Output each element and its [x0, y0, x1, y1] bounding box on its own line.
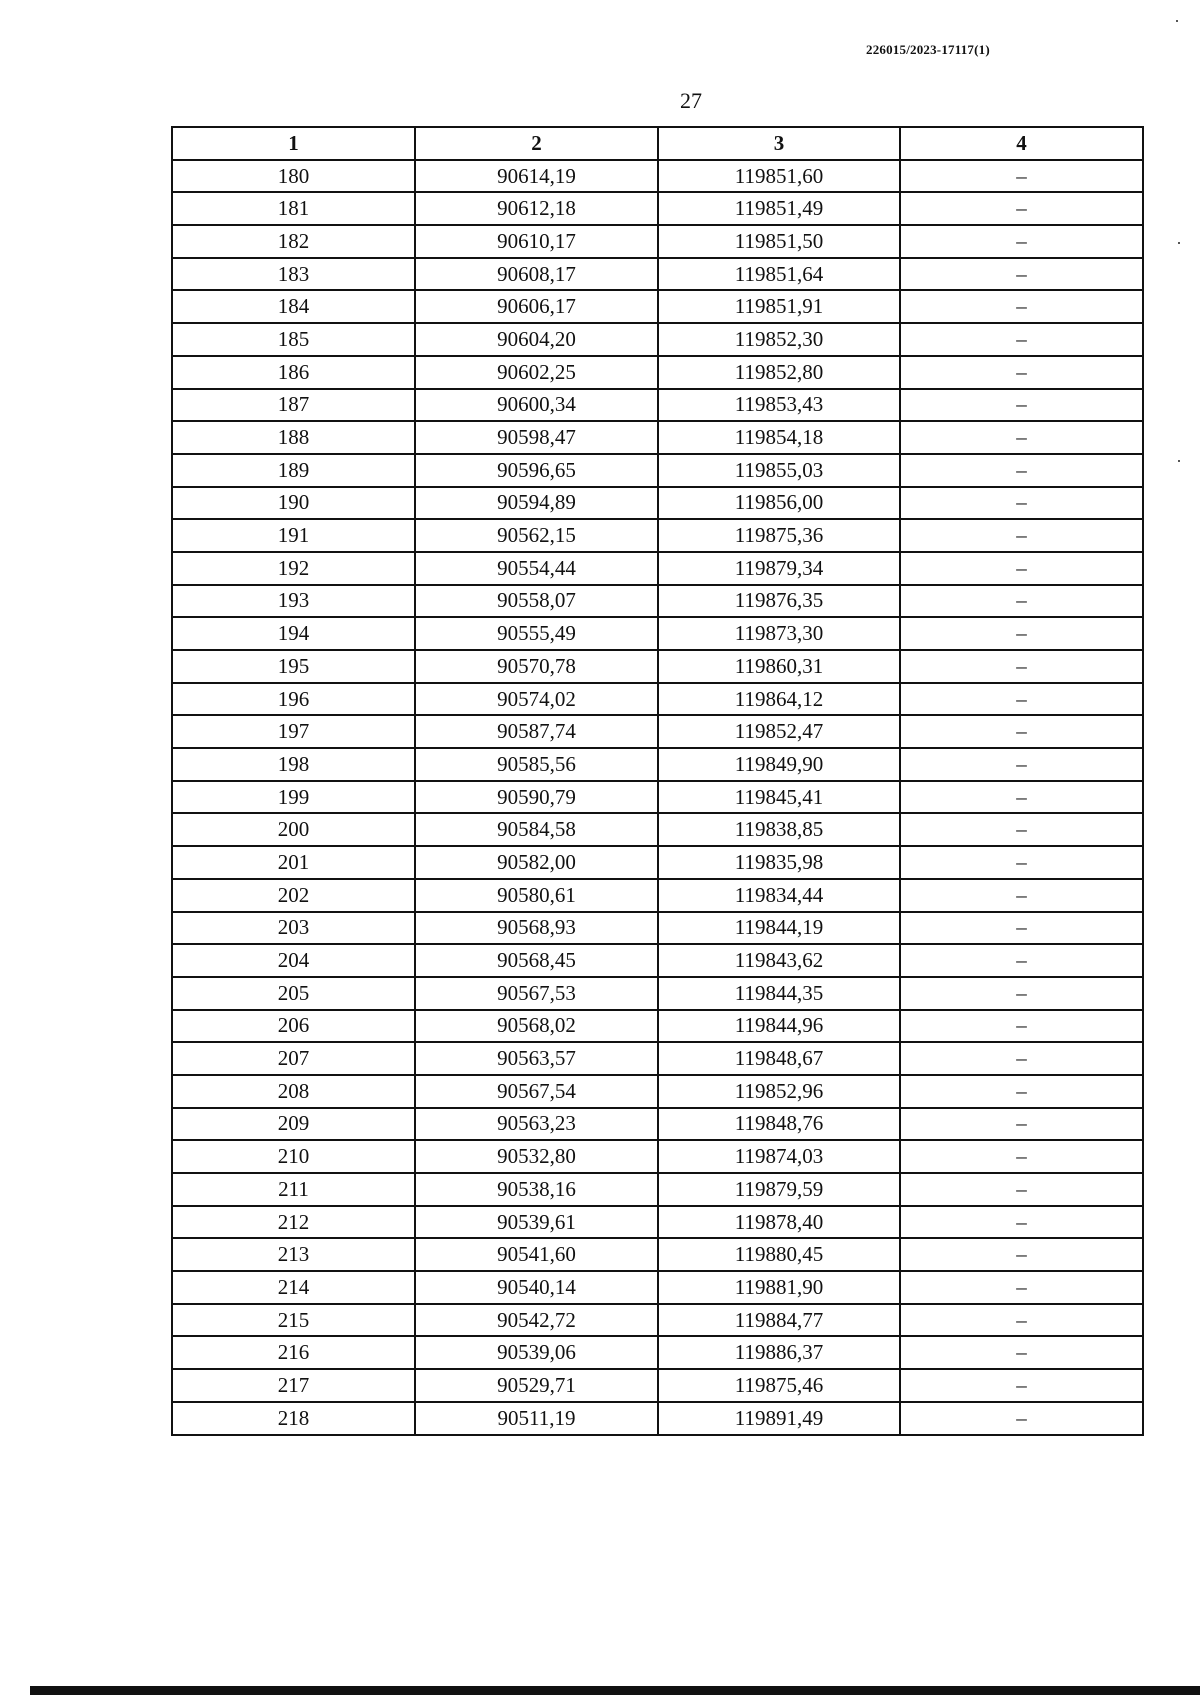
table-cell-col-4: –	[900, 519, 1143, 552]
table-cell-col-1: 182	[172, 225, 415, 258]
table-cell-col-1: 210	[172, 1140, 415, 1173]
table-row	[172, 1173, 1143, 1206]
table-cell-col-1: 193	[172, 585, 415, 618]
column-header-4: 4	[900, 127, 1143, 160]
table-cell-col-1: 203	[172, 912, 415, 945]
table-cell-col-3: 119852,30	[658, 323, 900, 356]
table-cell-col-4: –	[900, 781, 1143, 814]
table-row	[172, 552, 1143, 585]
table-cell-col-2: 90567,53	[415, 977, 658, 1010]
table-cell-col-1: 206	[172, 1010, 415, 1043]
table-cell-col-3: 119852,80	[658, 356, 900, 389]
scan-speck	[1178, 242, 1180, 244]
table-cell-col-3: 119860,31	[658, 650, 900, 683]
table-cell-col-2: 90598,47	[415, 421, 658, 454]
table-cell-col-1: 196	[172, 683, 415, 716]
table-cell-col-2: 90590,79	[415, 781, 658, 814]
table-row	[172, 748, 1143, 781]
table-cell-col-1: 214	[172, 1271, 415, 1304]
table-cell-col-1: 189	[172, 454, 415, 487]
table-cell-col-1: 201	[172, 846, 415, 879]
table-cell-col-1: 192	[172, 552, 415, 585]
table-cell-col-4: –	[900, 846, 1143, 879]
table-cell-col-1: 187	[172, 389, 415, 422]
table-cell-col-4: –	[900, 454, 1143, 487]
table-cell-col-4: –	[900, 1010, 1143, 1043]
table-row	[172, 487, 1143, 520]
table-cell-col-2: 90563,23	[415, 1108, 658, 1141]
table-cell-col-2: 90580,61	[415, 879, 658, 912]
table-cell-col-3: 119835,98	[658, 846, 900, 879]
table-cell-col-2: 90562,15	[415, 519, 658, 552]
table-cell-col-2: 90568,45	[415, 944, 658, 977]
table-row	[172, 585, 1143, 618]
table-cell-col-3: 119886,37	[658, 1336, 900, 1369]
table-cell-col-1: 180	[172, 160, 415, 193]
table-cell-col-3: 119845,41	[658, 781, 900, 814]
table-cell-col-1: 186	[172, 356, 415, 389]
table-cell-col-1: 185	[172, 323, 415, 356]
table-row	[172, 323, 1143, 356]
column-header-1: 1	[172, 127, 415, 160]
table-cell-col-3: 119849,90	[658, 748, 900, 781]
table-cell-col-3: 119880,45	[658, 1238, 900, 1271]
table-row	[172, 1369, 1143, 1402]
table-cell-col-1: 202	[172, 879, 415, 912]
table-cell-col-3: 119848,67	[658, 1042, 900, 1075]
table-cell-col-1: 211	[172, 1173, 415, 1206]
table-cell-col-1: 183	[172, 258, 415, 291]
table-cell-col-3: 119843,62	[658, 944, 900, 977]
table-cell-col-2: 90542,72	[415, 1304, 658, 1337]
table-cell-col-4: –	[900, 1206, 1143, 1239]
table-cell-col-1: 195	[172, 650, 415, 683]
table-cell-col-3: 119854,18	[658, 421, 900, 454]
table-cell-col-3: 119864,12	[658, 683, 900, 716]
table-row	[172, 454, 1143, 487]
table-cell-col-2: 90568,02	[415, 1010, 658, 1043]
table-row	[172, 1140, 1143, 1173]
table-cell-col-2: 90554,44	[415, 552, 658, 585]
table-cell-col-1: 184	[172, 290, 415, 323]
table-cell-col-2: 90532,80	[415, 1140, 658, 1173]
table-row	[172, 1042, 1143, 1075]
table-cell-col-3: 119875,46	[658, 1369, 900, 1402]
table-cell-col-4: –	[900, 323, 1143, 356]
table-cell-col-2: 90606,17	[415, 290, 658, 323]
table-cell-col-1: 191	[172, 519, 415, 552]
table-cell-col-2: 90587,74	[415, 715, 658, 748]
table-cell-col-3: 119838,85	[658, 813, 900, 846]
table-row	[172, 356, 1143, 389]
table-cell-col-4: –	[900, 1075, 1143, 1108]
table-cell-col-4: –	[900, 1271, 1143, 1304]
table-row	[172, 225, 1143, 258]
table-cell-col-4: –	[900, 1108, 1143, 1141]
table-cell-col-4: –	[900, 487, 1143, 520]
table-cell-col-2: 90582,00	[415, 846, 658, 879]
table-cell-col-2: 90596,65	[415, 454, 658, 487]
table-cell-col-1: 216	[172, 1336, 415, 1369]
table-row	[172, 846, 1143, 879]
column-header-3: 3	[658, 127, 900, 160]
table-header-row	[172, 127, 1143, 160]
document-id: 226015/2023-17117(1)	[866, 42, 990, 57]
table-cell-col-4: –	[900, 356, 1143, 389]
table-cell-col-1: 205	[172, 977, 415, 1010]
table-cell-col-1: 208	[172, 1075, 415, 1108]
table-cell-col-3: 119856,00	[658, 487, 900, 520]
table-cell-col-3: 119874,03	[658, 1140, 900, 1173]
table-cell-col-2: 90567,54	[415, 1075, 658, 1108]
table-row	[172, 1206, 1143, 1239]
table-cell-col-1: 207	[172, 1042, 415, 1075]
table-cell-col-4: –	[900, 977, 1143, 1010]
table-cell-col-1: 197	[172, 715, 415, 748]
table-row	[172, 1271, 1143, 1304]
table-row	[172, 1010, 1143, 1043]
table-cell-col-2: 90585,56	[415, 748, 658, 781]
table-cell-col-1: 212	[172, 1206, 415, 1239]
table-cell-col-3: 119851,50	[658, 225, 900, 258]
table-cell-col-4: –	[900, 1042, 1143, 1075]
column-header-2: 2	[415, 127, 658, 160]
coordinates-table	[171, 126, 1144, 1436]
table-cell-col-3: 119884,77	[658, 1304, 900, 1337]
table-row	[172, 192, 1143, 225]
table-cell-col-4: –	[900, 421, 1143, 454]
table-cell-col-3: 119853,43	[658, 389, 900, 422]
table-cell-col-2: 90568,93	[415, 912, 658, 945]
table-cell-col-1: 198	[172, 748, 415, 781]
table-cell-col-2: 90558,07	[415, 585, 658, 618]
table-row	[172, 781, 1143, 814]
table-cell-col-2: 90612,18	[415, 192, 658, 225]
table-cell-col-1: 213	[172, 1238, 415, 1271]
table-cell-col-4: –	[900, 290, 1143, 323]
table-cell-col-4: –	[900, 748, 1143, 781]
table-cell-col-4: –	[900, 552, 1143, 585]
table-row	[172, 160, 1143, 193]
table-cell-col-4: –	[900, 225, 1143, 258]
table-cell-col-2: 90563,57	[415, 1042, 658, 1075]
table-row	[172, 650, 1143, 683]
page-number: 27	[680, 88, 702, 113]
table-cell-col-2: 90584,58	[415, 813, 658, 846]
table-cell-col-3: 119873,30	[658, 617, 900, 650]
table-cell-col-2: 90540,14	[415, 1271, 658, 1304]
table-row	[172, 912, 1143, 945]
table-row	[172, 944, 1143, 977]
table-cell-col-2: 90570,78	[415, 650, 658, 683]
table-cell-col-2: 90539,61	[415, 1206, 658, 1239]
table-cell-col-1: 190	[172, 487, 415, 520]
table-cell-col-3: 119878,40	[658, 1206, 900, 1239]
table-row	[172, 1108, 1143, 1141]
table-cell-col-3: 119851,64	[658, 258, 900, 291]
table-cell-col-4: –	[900, 650, 1143, 683]
table-cell-col-4: –	[900, 1369, 1143, 1402]
table-cell-col-1: 181	[172, 192, 415, 225]
table-cell-col-4: –	[900, 617, 1143, 650]
table-cell-col-3: 119851,60	[658, 160, 900, 193]
table-cell-col-1: 200	[172, 813, 415, 846]
table-cell-col-3: 119875,36	[658, 519, 900, 552]
table-cell-col-1: 194	[172, 617, 415, 650]
table-row	[172, 977, 1143, 1010]
table-row	[172, 1402, 1143, 1435]
table-row	[172, 813, 1143, 846]
table-cell-col-2: 90555,49	[415, 617, 658, 650]
table-cell-col-1: 218	[172, 1402, 415, 1435]
table-cell-col-3: 119852,47	[658, 715, 900, 748]
table-cell-col-2: 90614,19	[415, 160, 658, 193]
table-cell-col-3: 119855,03	[658, 454, 900, 487]
table-cell-col-4: –	[900, 389, 1143, 422]
table-row	[172, 1238, 1143, 1271]
scan-edge-bar	[30, 1686, 1200, 1695]
table-row	[172, 258, 1143, 291]
table-row	[172, 879, 1143, 912]
table-cell-col-2: 90538,16	[415, 1173, 658, 1206]
table-cell-col-2: 90608,17	[415, 258, 658, 291]
table-row	[172, 389, 1143, 422]
table-cell-col-4: –	[900, 1238, 1143, 1271]
table-row	[172, 617, 1143, 650]
table-cell-col-3: 119851,49	[658, 192, 900, 225]
scan-speck	[1178, 460, 1180, 462]
table-cell-col-1: 217	[172, 1369, 415, 1402]
table-cell-col-2: 90541,60	[415, 1238, 658, 1271]
table-cell-col-4: –	[900, 813, 1143, 846]
table-cell-col-2: 90602,25	[415, 356, 658, 389]
table-cell-col-3: 119844,35	[658, 977, 900, 1010]
table-row	[172, 1336, 1143, 1369]
table-body	[172, 160, 1143, 1435]
table-cell-col-1: 199	[172, 781, 415, 814]
table-cell-col-2: 90574,02	[415, 683, 658, 716]
table-cell-col-2: 90539,06	[415, 1336, 658, 1369]
table-row	[172, 1075, 1143, 1108]
table-cell-col-3: 119844,96	[658, 1010, 900, 1043]
table-cell-col-3: 119848,76	[658, 1108, 900, 1141]
scan-speck	[1176, 20, 1178, 22]
table-cell-col-2: 90511,19	[415, 1402, 658, 1435]
table-cell-col-1: 204	[172, 944, 415, 977]
table-cell-col-3: 119876,35	[658, 585, 900, 618]
table-cell-col-3: 119834,44	[658, 879, 900, 912]
table-row	[172, 290, 1143, 323]
table-cell-col-3: 119844,19	[658, 912, 900, 945]
table-cell-col-4: –	[900, 715, 1143, 748]
table-row	[172, 683, 1143, 716]
table-cell-col-4: –	[900, 1140, 1143, 1173]
table-cell-col-4: –	[900, 585, 1143, 618]
table-cell-col-4: –	[900, 879, 1143, 912]
table-row	[172, 715, 1143, 748]
table-cell-col-2: 90604,20	[415, 323, 658, 356]
table-cell-col-3: 119891,49	[658, 1402, 900, 1435]
table-cell-col-4: –	[900, 683, 1143, 716]
table-cell-col-3: 119851,91	[658, 290, 900, 323]
table-row	[172, 519, 1143, 552]
table-cell-col-3: 119852,96	[658, 1075, 900, 1108]
table-cell-col-4: –	[900, 258, 1143, 291]
table-cell-col-4: –	[900, 1402, 1143, 1435]
table-cell-col-2: 90600,34	[415, 389, 658, 422]
table-row	[172, 421, 1143, 454]
table-cell-col-4: –	[900, 160, 1143, 193]
table-cell-col-4: –	[900, 912, 1143, 945]
table-cell-col-1: 209	[172, 1108, 415, 1141]
table-row	[172, 1304, 1143, 1337]
table-cell-col-2: 90610,17	[415, 225, 658, 258]
table-cell-col-4: –	[900, 1173, 1143, 1206]
table-cell-col-4: –	[900, 1304, 1143, 1337]
table-cell-col-4: –	[900, 944, 1143, 977]
table-cell-col-4: –	[900, 192, 1143, 225]
table-cell-col-3: 119879,34	[658, 552, 900, 585]
table-cell-col-4: –	[900, 1336, 1143, 1369]
table-cell-col-1: 188	[172, 421, 415, 454]
table-cell-col-2: 90594,89	[415, 487, 658, 520]
table-cell-col-3: 119879,59	[658, 1173, 900, 1206]
table-cell-col-2: 90529,71	[415, 1369, 658, 1402]
table-cell-col-3: 119881,90	[658, 1271, 900, 1304]
table-cell-col-1: 215	[172, 1304, 415, 1337]
